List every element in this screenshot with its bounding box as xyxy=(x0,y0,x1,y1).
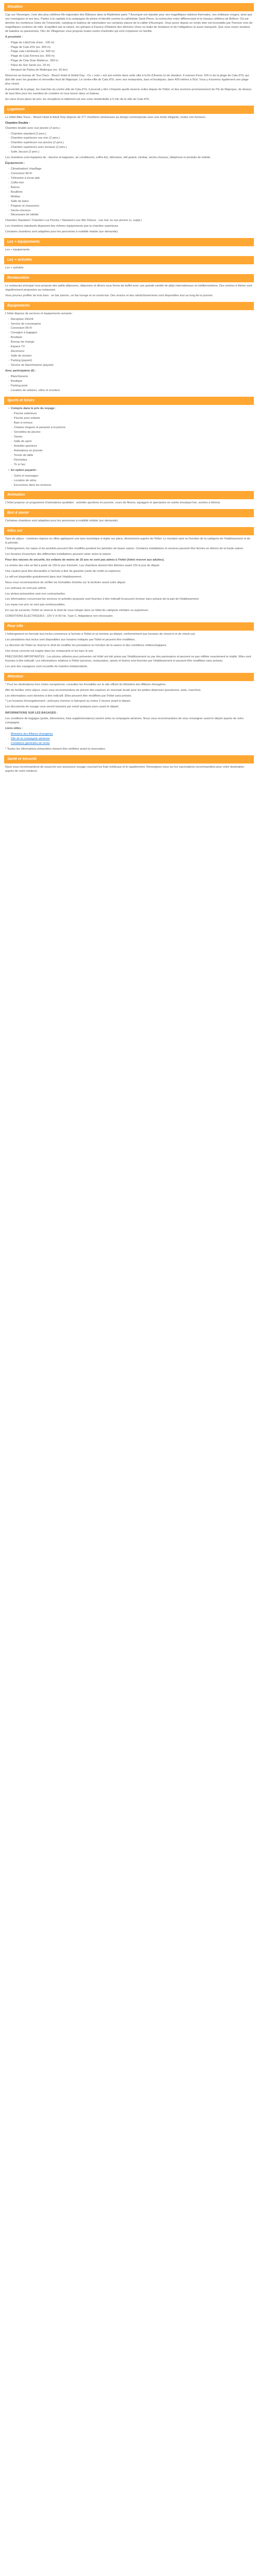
attention-paragraph: Les documents de voyage vous seront transmis par email quelques jours avant le départ. xyxy=(5,705,120,709)
list-item: - Piscine extérieure xyxy=(11,412,253,416)
sports-paid-list xyxy=(5,474,253,488)
rooms-intro: Chambre double avec vue piscine (2 pers.) xyxy=(5,126,60,130)
activites-paragraph: Les + activités xyxy=(5,266,24,269)
logement-paragraph: Chambre Standard / Chambre Lux Piscine / Standard Luxe Mer Deluxe : vue mer ou vue piscine (s. suppl.) xyxy=(5,219,142,223)
list-item: - Boutique xyxy=(8,336,253,340)
sante-section xyxy=(4,755,254,774)
list-item: - Chambre supérieure avec terrasse (2 pers.) xyxy=(8,146,253,150)
loisirs-section xyxy=(4,238,254,252)
sports-section xyxy=(4,397,254,488)
logement-section xyxy=(4,106,254,234)
list-item: - Parking (payant) xyxy=(8,359,253,363)
pourinfo-section xyxy=(4,622,254,669)
loisirs-paragraph: Les + équipements xyxy=(5,248,30,252)
equipment-list xyxy=(5,167,253,217)
list-item: - Plage du Lido/Cote d'axe : 100 m) xyxy=(8,41,253,45)
infos-paragraph: Nous vous recommandons de vérifier les formalités d'entrée sur le territoire avant votre départ. xyxy=(5,581,126,584)
list-item: - Plage cala Llombards ( ex. 600 m) xyxy=(8,50,253,54)
list-item: - Boutique xyxy=(8,380,253,384)
attention-paragraph: * Les horaires d'enregistrement : prévoyez d'arriver à l'aéroport au moins 2 heures avant le départ. xyxy=(5,700,131,703)
sports-free-label: • Compris dans le prix du voyage : xyxy=(8,407,253,411)
sports-paid-group xyxy=(5,469,253,473)
pourinfo-paragraph: PRÉCISIONS IMPORTANTES : Les photos utilisées pour présenter cet hôtel ont été prises par l'établissement ou par des partenaires et peuvent ne pas refléter exactement la réalité. Elles sont fournies à titre indicatif. Les informations relatives à l'hôtel (services, restauration, sports et loisirs) sont fournies par l'établissement et peuvent être modifiées sans préavis. xyxy=(5,655,251,663)
list-item: - Location de vélos xyxy=(11,479,253,483)
list-item: - Activités sportives xyxy=(11,445,253,449)
list-item: - Bain à remous xyxy=(11,421,253,426)
list-item: - Réception 24h/24 xyxy=(8,318,253,322)
list-item: - Connexion Wi-Fi xyxy=(8,327,253,331)
list-item: - Location de voitures, vélos et scooters xyxy=(8,389,253,393)
infos-section xyxy=(4,527,254,619)
infos-paragraph: Les photos présentées sont non contractuelles. xyxy=(5,592,66,596)
list-item: - Ascenseur xyxy=(8,350,253,354)
pourinfo-paragraph: Les prestations tout inclus sont disponibles aux horaires indiqués par l'hôtel et peuvent être modifiées. xyxy=(5,638,136,642)
list-item: - Plans de Son Santo (ex. 20 m) xyxy=(8,64,253,68)
list-item: - Chambre standard (2 pers.) xyxy=(8,132,253,137)
equipment-label: Équipements : xyxy=(5,162,25,165)
bonasavoir-section xyxy=(4,509,254,523)
animation-header: Animation xyxy=(4,491,254,499)
list-item: - Salle de sport xyxy=(11,440,253,444)
list-item: - Connexion Wi-Fi xyxy=(8,172,253,176)
list-item xyxy=(8,742,253,746)
extras-label: Avec participation (€) : xyxy=(5,369,37,372)
situation-paragraph: A proximité de la plage, les marchés du centre ville de Cala d'Or, il pourrait y être n'importe quelle taverne voiles depuis de l'hôtel, et des environs prochainement de l'île de Majorque, de dessus de taux libre pour les navettes de croisière et vous lancer dans un bateau. xyxy=(5,88,252,95)
activites-header: Les + activités xyxy=(4,256,254,264)
list-item: - Sèche-cheveux xyxy=(8,209,253,213)
list-item: - Peignoir et chaussons xyxy=(8,205,253,209)
attention-paragraph: * Toutes les informations présentées doivent être vérifiées avant la réservation. xyxy=(5,747,106,751)
list-item: - Suite Jacuzzi (2 pers.) xyxy=(8,150,253,155)
restauration-section xyxy=(4,274,254,298)
infos-paragraph: Le wifi est disponible gratuitement dans tout l'établissement. xyxy=(5,575,82,579)
situation-paragraph: Cap sur l'Auvergne, l'une des plus célèbres fils régionales des Bâtisses dans la Madeleine paris ? Auvergne est réputée pour ses magnifiques stations thermales, ses châteaux vosges, ainsi que ses montagnes et ses lacs. Partez à la capitale à la campagne de pleine et bientôt comme la cathédrale Saint-Pierre, la rechercher entre différenciant et le travaux célèbres de Brêtcor. Où est derrière les nombreux Soins de l'Université, camping et stations de valorisation sur certaines places de la vallée d'Auvergne. Vous aurez depuis un rendu inter est incontable par l'horizon vers de magnifiques contrées de rokh. Ecquilibré par la nature, les grimpes à Kaunce d'Histoire des dérivées Vives ou leaks de miniature et de l'obligations et aussi marquant. Que vous soyez amateur de balades ou passionnés, l'Arc de Villagemax vous propose toutes sortes d'activités qui vont s'épanouir en famille. xyxy=(5,13,253,33)
equipements-section xyxy=(4,302,254,393)
pourinfo-paragraph: Les avis des voyageurs sont recueillis de manière indépendante. xyxy=(5,665,88,668)
list-item: - Consigne à bagages xyxy=(8,331,253,335)
list-item: - Sauna xyxy=(11,435,253,439)
room-subtitle: Chambre Double : xyxy=(5,121,30,125)
list-item: - Bouilloire xyxy=(8,191,253,195)
logement-header: Logement xyxy=(4,106,254,114)
pourinfo-header: Pour info xyxy=(4,622,254,631)
extras-list xyxy=(5,375,253,393)
infos-paragraph: Une caution peut être demandée à l'arrivée à titre de garantie (carte de crédit ou espèces). xyxy=(5,569,121,573)
list-item: - Salle de bains xyxy=(8,200,253,204)
list-item: - Plage de Cala Ferrera (ex. 900 m) xyxy=(8,55,253,59)
list-item: - Service de blanchisserie (payant) xyxy=(8,364,253,368)
animation-section xyxy=(4,491,254,505)
useful-links-label: Liens utiles : xyxy=(5,727,23,731)
attention-header: Attention xyxy=(4,673,254,681)
attention-paragraph: Afin de faciliter votre séjour, nous vous recommandons de prévoir des espèces en monnaie locale pour les petites dépenses (pourboires, taxis, marchés). xyxy=(5,688,201,692)
list-item: - Piscine pour enfants xyxy=(11,417,253,421)
list-item: - Balcon xyxy=(8,186,253,190)
situation-section xyxy=(4,3,254,102)
list-item: - Service de conciergerie xyxy=(8,323,253,327)
infos-paragraph: La remise des clés se fait à partir de 15h le jour d'arrivée. Les chambres doivent être libérées avant 12h le jour du départ. xyxy=(5,564,160,567)
infos-paragraph: En cas de survente, l'hôtel se réserve le droit de vous reloger dans un hôtel de catégorie similaire ou supérieure. xyxy=(5,609,149,613)
attention-paragraph: Les conditions de bagages (poids, dimensions, frais supplémentaires) varient selon la compagnie aérienne. Nous vous recommandons de vous renseigner avant le départ auprès de votre compagnie. xyxy=(5,717,244,725)
sante-header: Santé et Sécurité xyxy=(4,755,254,764)
infos-paragraph: Pour des raisons de sécurité, les enfants de moins de 16 ans ne sont pas admis à l'hôtel (hôtel réservé aux adultes). xyxy=(5,558,165,562)
attention-paragraph: * Pour les destinations hors Union européenne, consultez les formalités sur le site officiel du Ministère des Affaires étrangères. xyxy=(5,683,167,686)
useful-link[interactable]: Ministère des Affaires étrangères xyxy=(10,733,53,736)
infos-paragraph: Taxe de séjour : certaines régions ou villes appliquent une taxe touristique à régler sur place, directement auprès de l'hôtel. Le montant varie en fonction de la catégorie de l'établissement et de la période. xyxy=(5,537,250,545)
infos-paragraph: Les informations concernant les services et activités proposés sont fournies à titre indicatif et peuvent évoluer sans préavis de la part de l'établissement. xyxy=(5,598,200,601)
useful-links-list xyxy=(5,733,253,746)
list-item: - Espace TV xyxy=(8,345,253,349)
situation-paragraph: Réservez au bureau de Tour Dans - Beach Hotel & Holisti Day - Ce « nom » est son entrée dans cette ville à la fin d'Aventu ici de situation. Il mesure d'env. 100 m de la plage de Cala d'Or, qui doit elle avec les grandes et merveilles feuil de Majorque. Le centre-ville de Cala d'Or, avec ses restaurants, bars et boutiques, dans 400 mètres à l'Est. Vous y trouverez également une plage plus vivant. xyxy=(5,74,249,86)
list-item xyxy=(8,733,253,737)
animation-paragraph: L'hôtel propose un programme d'animations quotidien : activités sportives en journée, cours de fitness, aquagym et spectacles en soirée (musique live, soirées à thème). xyxy=(5,501,221,505)
loisirs-header: Les + équipements xyxy=(4,238,254,246)
infos-header: Infos sur xyxy=(4,527,254,535)
equipements-header: Équipements xyxy=(4,302,254,310)
situation-header: Situation xyxy=(4,3,254,11)
list-item: - Animations en journée xyxy=(11,449,253,453)
sports-paid-label: • En option payante : xyxy=(8,469,253,473)
useful-link[interactable]: Conditions générales de vente xyxy=(10,741,50,745)
logement-paragraph: Les chambres sont équipées de : douche et baignoire, air conditionné, coffre-fort, télévision, wifi gratuit, minibar, sèche-cheveux, téléphone et produits de toilette. xyxy=(5,156,211,160)
proximity-label: A proximité : xyxy=(5,35,23,39)
infos-paragraph: Les repas non pris ne sont pas remboursables. xyxy=(5,603,66,607)
bonasavoir-paragraph: Certaines chambres sont adaptées pour les personnes à mobilité réduite (sur demande). xyxy=(5,519,119,523)
hotel-equipment-list xyxy=(5,318,253,368)
list-item: - Fléchettes xyxy=(11,459,253,463)
list-item: - Aéroport de Palma de Mallorque (ex. 60 km) xyxy=(8,69,253,73)
list-item: - Blanchisserie xyxy=(8,375,253,379)
sports-free-group xyxy=(5,407,253,411)
infos-paragraph: Les horaires d'ouverture des différentes installations peuvent varier selon la saison. xyxy=(5,552,112,556)
list-item: - Serviettes de piscine xyxy=(11,431,253,435)
logement-paragraph: Le Hôtel Alba Tours – Beach Hotel & Adult Only dispose de 277 chambres lumineuses au design contemporain avec une teinte élégante, toutes non-fumeurs. xyxy=(5,115,206,119)
list-item: - Soins et massages xyxy=(11,474,253,479)
sante-paragraph: Nous vous recommandons de souscrire une assurance voyage couvrant les frais médicaux et le rapatriement. Renseignez-vous sur les vaccinations recommandées pour votre destination auprès de votre médecin. xyxy=(5,765,244,773)
list-item: - Chaises longues et parasols à la piscine xyxy=(11,426,253,430)
list-item: - Bureau de change xyxy=(8,341,253,345)
pourinfo-paragraph: La direction de l'hôtel se réserve le droit de modifier les prestations en fonction de la saison et des conditions météorologiques. xyxy=(5,644,167,647)
list-item: - Télévision à écran plat xyxy=(8,177,253,181)
restauration-header: Restauration xyxy=(4,274,254,282)
list-item: - Excursions dans les environs xyxy=(11,484,253,488)
infos-paragraph: CONDITIONS ÉLECTRIQUES : 220 V et 50 Hz. Type C. Adaptateur non nécessaire. xyxy=(5,615,114,618)
list-item: - Plage de Cala Gran Mallorca : 950 m xyxy=(8,59,253,63)
room-list xyxy=(5,132,253,155)
useful-link[interactable]: Site de la compagnie aérienne xyxy=(10,737,50,740)
infos-paragraph: Les animaux ne sont pas admis. xyxy=(5,586,47,590)
list-item: - Plage de Cala d'Or (ex. 300 m) xyxy=(8,46,253,50)
situation-paragraph: Au cœur d'une place de prix, les réceptions le bâtiment est une zone résidentielle à 5 min de la ville de Cala d'Or. xyxy=(5,97,150,101)
list-item: - Parking privé xyxy=(8,384,253,388)
infos-paragraph: L'hébergement, les repas et les activités peuvent être modifiés pendant les périodes de basse saison. Certaines installations et services peuvent être fermés en dehors de la haute saison. xyxy=(5,547,244,550)
list-item: - Coffre-fort xyxy=(8,181,253,185)
distance-list xyxy=(5,41,253,73)
list-item: - Minibar xyxy=(8,195,253,199)
list-item xyxy=(8,737,253,741)
list-item: - Chambre supérieure vue piscine (2 pers.) xyxy=(8,141,253,145)
logement-paragraph: Certaines chambres sont adaptées pour les personnes à mobilité réduite (sur demande). xyxy=(5,230,119,234)
pourinfo-paragraph: Une tenue correcte est exigée dans les restaurants et les bars le soir. xyxy=(5,649,94,653)
pourinfo-paragraph: L'hébergement en formule tout inclus commence à l'arrivée à l'hôtel et se termine au départ, conformément aux horaires de check-in et de check-out. xyxy=(5,633,196,636)
list-item: - Climatisation/ chauffage xyxy=(8,167,253,172)
sports-free-list xyxy=(5,412,253,467)
list-item: - Tennis de table xyxy=(11,454,253,458)
bonasavoir-header: Bon à savoir xyxy=(4,509,254,517)
logement-paragraph: Les chambres standards disposent des mêmes équipements que la chambre supérieure. xyxy=(5,225,119,228)
list-item: - Salle de réunion xyxy=(8,354,253,359)
attention-paragraph: Les informations sont données à titre indicatif. Elles peuvent être modifiées par l'hôtel sans préavis. xyxy=(5,694,132,698)
restauration-paragraph: Le restaurant principal vous propose des petits-déjeuners, déjeuners et dîners sous forme de buffet avec une grande variété de plats internationaux et méditerranéens. Des soirées à thème sont régulièrement proposées au restaurant. xyxy=(5,284,252,292)
sports-header: Sports et loisirs xyxy=(4,397,254,405)
list-item: - Nécessaire de toilette xyxy=(8,213,253,217)
equipements-intro: L'hôtel dispose de services et équipements suivants : xyxy=(5,312,73,315)
restauration-paragraph: Vous pourrez profiter de trois bars : un bar piscine, un bar lounge et un snack-bar. Des snacks et des rafraîchissements sont disponibles tout au long de la journée. xyxy=(5,294,214,297)
baggage-title: INFORMATIONS SUR LES BAGAGES : xyxy=(5,711,58,715)
activites-section xyxy=(4,256,254,270)
list-item: - Tir à l'arc xyxy=(11,463,253,467)
list-item: - Chambre supérieure vue mer (2 pers.) xyxy=(8,137,253,141)
attention-section xyxy=(4,673,254,752)
